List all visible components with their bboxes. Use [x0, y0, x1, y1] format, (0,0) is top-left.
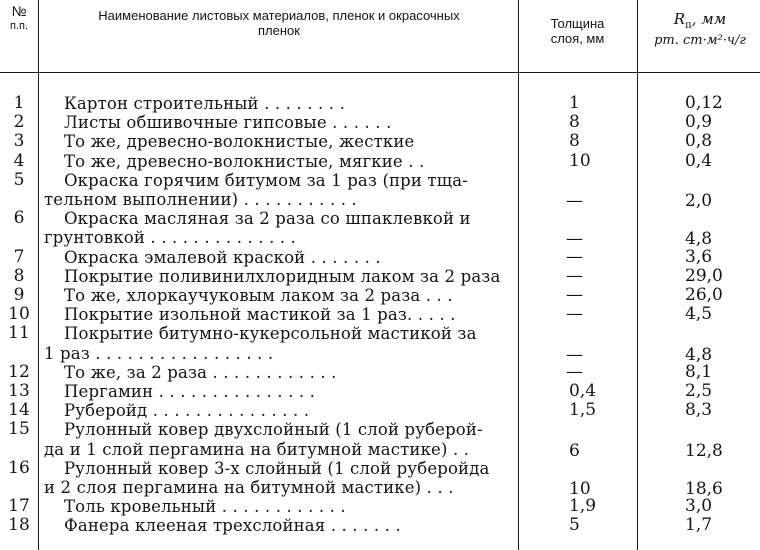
row-resistance: 0,4 — [685, 150, 713, 171]
row-resistance: 2,0 — [685, 191, 713, 211]
row-description: То же, за 2 раза . . . . . . . . . . . . — [64, 362, 337, 382]
row-number: 15 — [8, 419, 30, 440]
header-name — [44, 8, 514, 38]
row-description: Картон строительный . . . . . . . . — [64, 94, 345, 113]
row-resistance: 2,5 — [685, 381, 713, 401]
row-number: 16 — [8, 457, 30, 478]
row-description: и 2 слоя пергамина на битумной мастике) . . . — [44, 478, 454, 497]
row-resistance: 4,8 — [685, 229, 713, 250]
row-resistance: 4,8 — [685, 344, 713, 365]
row-thickness: — — [566, 304, 583, 325]
row-number: 14 — [8, 400, 30, 421]
row-thickness: 8 — [569, 131, 580, 152]
row-description: Покрытие битумно-кукерсольной мастикой за — [64, 324, 477, 344]
row-thickness: 1,5 — [569, 400, 597, 421]
row-thickness: — — [566, 246, 583, 267]
row-resistance: 8,3 — [685, 400, 713, 421]
row-description: То же, древесно-волокнистые, мягкие . . — [64, 151, 425, 171]
row-resistance: 8,1 — [685, 361, 713, 382]
row-description: Рулонный ковер двухслойный (1 слой руберой- — [64, 420, 483, 440]
header-resistance — [640, 12, 760, 48]
row-number: 9 — [13, 285, 25, 305]
row-thickness: — — [566, 191, 583, 211]
row-description: Рулонный ковер 3-х слойный (1 слой руберойда — [64, 458, 490, 478]
row-description: Окраска масляная за 2 раза со шпаклевкой и — [64, 209, 471, 229]
row-thickness: 8 — [569, 112, 580, 133]
row-number: 12 — [8, 361, 30, 382]
row-description: Окраска эмалевой краской . . . . . . . — [64, 247, 381, 267]
row-description: Листы обшивочные гипсовые . . . . . . — [64, 113, 392, 133]
header-num-label: № — [11, 3, 27, 19]
header-r-unit: , мм — [691, 10, 727, 28]
header-r-subscript: п — [685, 20, 692, 31]
header-thickness-line2: слоя, мм — [550, 31, 605, 46]
row-number: 18 — [8, 515, 30, 536]
row-description: То же, хлоркаучуковым лаком за 2 раза . . . — [64, 286, 453, 305]
row-resistance: 12,8 — [685, 440, 723, 461]
row-resistance: 4,5 — [685, 304, 713, 325]
row-description: Пергамин . . . . . . . . . . . . . . . — [64, 382, 316, 401]
row-number: 10 — [8, 304, 30, 325]
row-number: 4 — [13, 150, 25, 171]
row-number: 2 — [13, 112, 25, 133]
row-description: То же, древесно-волокнистые, жесткие — [64, 132, 415, 152]
row-thickness: 1 — [569, 93, 580, 113]
row-thickness: 10 — [569, 479, 591, 499]
header-thickness — [520, 16, 635, 46]
row-description: Покрытие поливинилхлоридным лаком за 2 раза — [64, 266, 501, 286]
row-thickness: 6 — [569, 440, 580, 461]
row-resistance: 29,0 — [685, 265, 723, 286]
row-thickness: 5 — [569, 515, 580, 536]
row-description: тельном выполнении) . . . . . . . . . . . — [44, 190, 357, 209]
header-name-line2: пленок — [258, 23, 300, 38]
row-thickness: — — [566, 265, 583, 286]
header-name-line1: Наименование листовых материалов, пленок и окрасочных — [98, 8, 460, 23]
row-resistance: 0,8 — [685, 131, 713, 152]
header-divider — [0, 72, 760, 73]
row-thickness: — — [566, 285, 583, 305]
row-number: 7 — [13, 246, 25, 267]
header-thickness-line1: Толщина — [550, 16, 605, 31]
row-number: 17 — [8, 496, 30, 517]
row-number: 11 — [8, 323, 30, 344]
row-thickness: — — [566, 361, 583, 382]
row-resistance: 26,0 — [685, 285, 723, 305]
row-thickness: 1,9 — [569, 496, 597, 517]
row-thickness: — — [566, 344, 583, 365]
row-resistance: 0,12 — [685, 93, 723, 113]
row-thickness: 0,4 — [569, 381, 597, 401]
row-description: да и 1 слой пергамина на битумной мастике) . . — [44, 439, 470, 459]
row-description: Руберойд . . . . . . . . . . . . . . . — [64, 401, 310, 421]
row-number: 1 — [13, 93, 25, 113]
row-number: 8 — [13, 265, 25, 286]
row-description: Толь кровельный . . . . . . . . . . . . — [64, 497, 346, 517]
row-resistance: 3,0 — [685, 496, 713, 517]
header-resistance-line2: рт. ст·м²·ч/г — [654, 33, 746, 48]
row-description: грунтовкой . . . . . . . . . . . . . . — [44, 228, 297, 248]
column-divider — [38, 0, 39, 550]
row-description: Покрытие изольной мастикой за 1 раз. . . . . — [64, 305, 456, 325]
row-resistance: 0,9 — [685, 112, 713, 133]
row-description: Окраска горячим битумом за 1 раз (при тща- — [64, 170, 468, 190]
row-resistance: 3,6 — [685, 246, 713, 267]
row-resistance: 1,7 — [685, 515, 713, 536]
row-resistance: 18,6 — [685, 479, 723, 499]
header-resistance-line1 — [640, 12, 760, 33]
header-r-symbol: R — [673, 10, 686, 28]
column-divider — [518, 0, 519, 550]
row-number: 13 — [8, 381, 30, 401]
row-thickness: — — [566, 229, 583, 250]
row-thickness: 10 — [569, 150, 591, 171]
row-number: 6 — [13, 208, 25, 229]
row-number: 3 — [13, 131, 25, 152]
row-number: 5 — [13, 169, 25, 190]
header-num-sub: п.п. — [9, 20, 29, 32]
row-description: Фанера клееная трехслойная . . . . . . . — [64, 516, 401, 536]
header-num — [0, 4, 38, 34]
row-description: 1 раз . . . . . . . . . . . . . . . . . — [44, 343, 274, 363]
